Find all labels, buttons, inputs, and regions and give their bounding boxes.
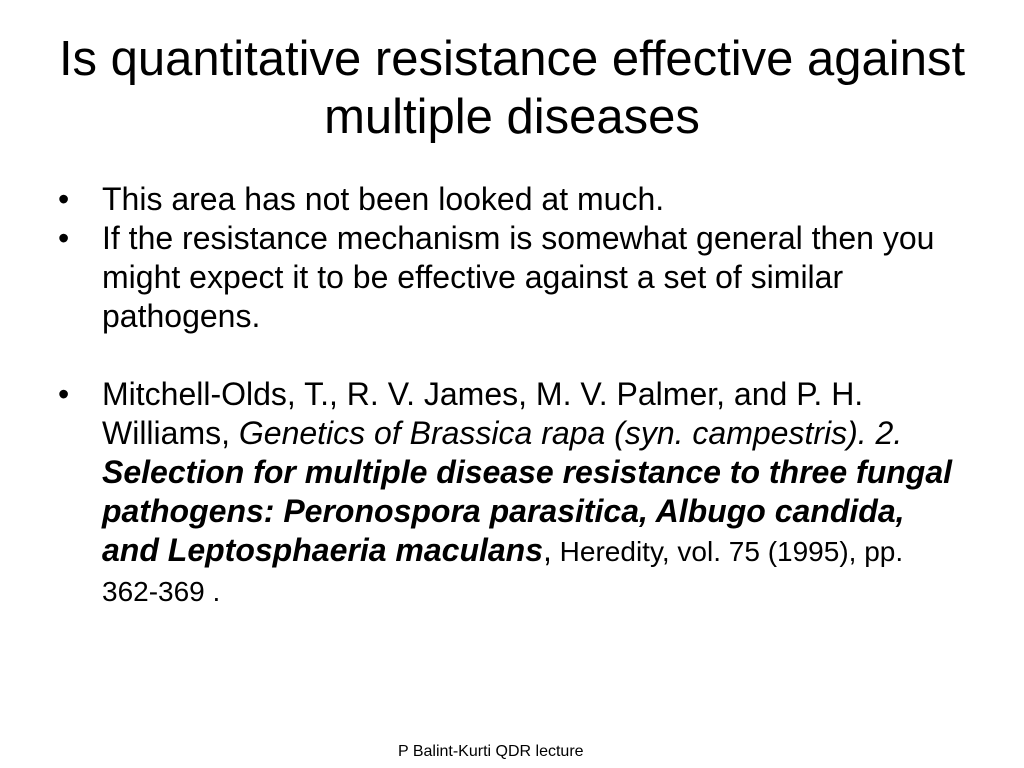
bullet-text: This area has not been looked at much. bbox=[102, 181, 665, 217]
bullet-text: If the resistance mechanism is somewhat general then you might expect it to be effective against a set of similar pathogens. bbox=[102, 220, 935, 334]
bullet-marker: • bbox=[58, 181, 70, 217]
slide-footer: P Balint-Kurti QDR lecture bbox=[398, 743, 584, 760]
citation-authors: Mitchell-Olds, T., R. V. James, M. V. Palmer, and P. H. Williams, bbox=[102, 376, 864, 451]
bullet-marker: • bbox=[58, 220, 70, 256]
bullet-item bbox=[58, 219, 958, 336]
citation-journal: Heredity, vol. 75 (1995), pp. 362-369 . bbox=[102, 536, 904, 607]
slide-title: Is quantitative resistance effective against multiple diseases bbox=[58, 32, 966, 144]
bullet-list bbox=[58, 180, 958, 611]
citation-item bbox=[58, 375, 958, 611]
bullet-spacer bbox=[58, 336, 958, 375]
bullet-item bbox=[58, 180, 958, 219]
citation-book-title: Genetics of Brassica rapa (syn. campestris). 2. bbox=[238, 415, 903, 451]
citation-article-title: Selection for multiple disease resistance to three fungal pathogens: Peronospora parasitica, Albugo candida, and Leptosphaeria maculans bbox=[102, 454, 953, 568]
citation-comma: , bbox=[543, 532, 552, 568]
bullet-marker: • bbox=[58, 376, 70, 412]
